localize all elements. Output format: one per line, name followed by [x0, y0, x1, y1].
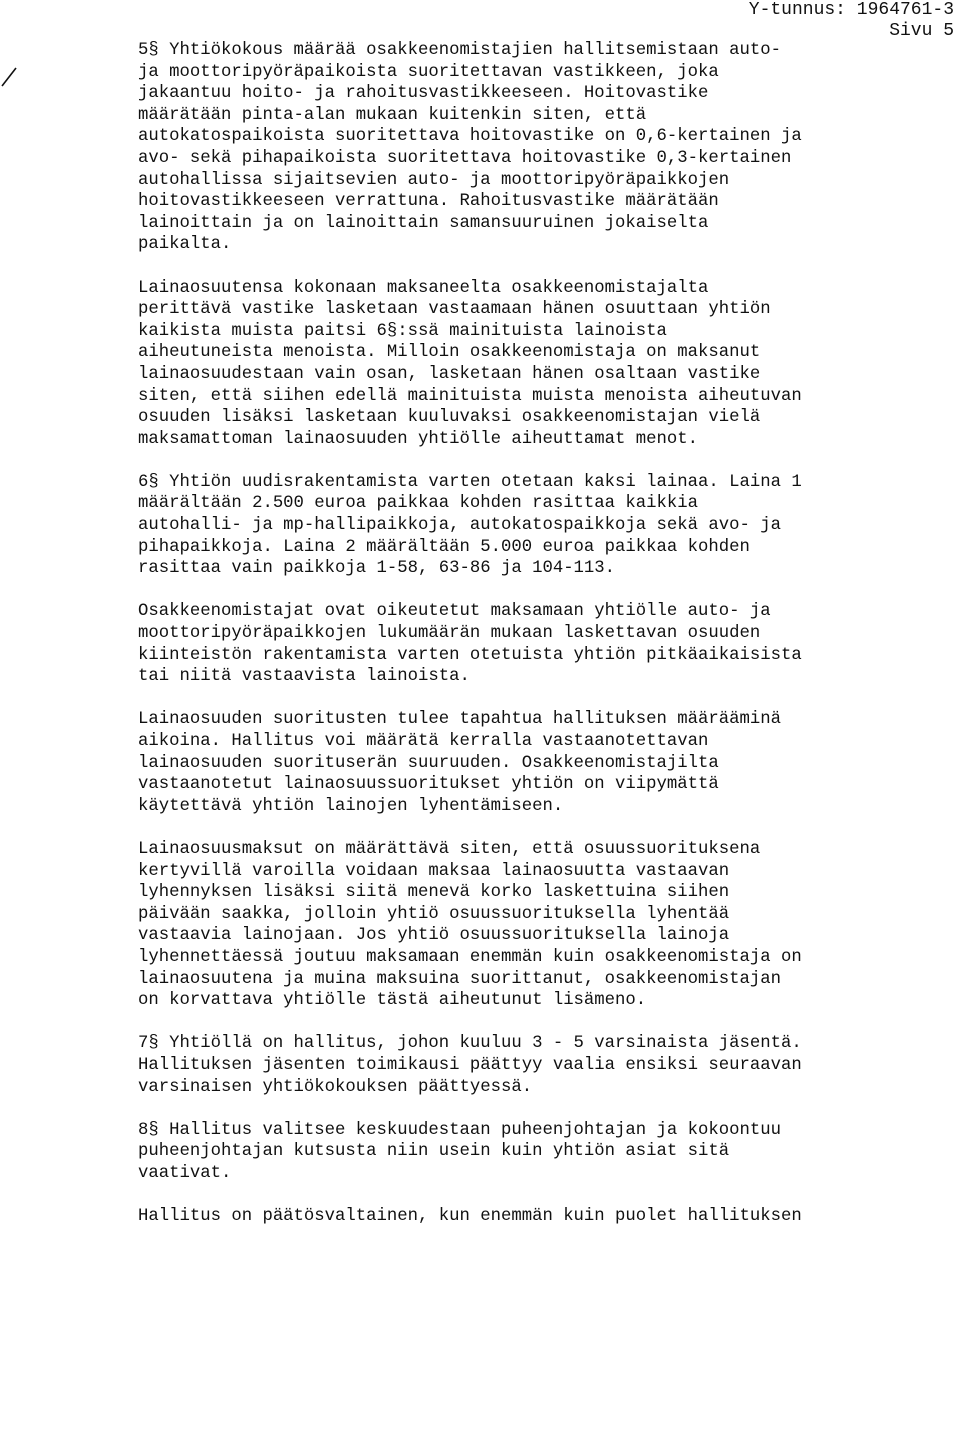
page-number: Sivu 5: [889, 21, 954, 41]
text-line: lainaosuuden suorituserän suuruuden. Osakkeenomistajilta: [138, 753, 719, 773]
text-line: pihapaikkoja. Laina 2 määrältään 5.000 euroa paikkaa kohden: [138, 537, 750, 557]
text-line: kiinteistön rakentamista varten otetuista yhtiön pitkäaikaisista: [138, 645, 802, 665]
text-line: autohallissa sijaitsevien auto- ja moottoripyöräpaikkojen: [138, 170, 730, 190]
text-line: 7§ Yhtiöllä on hallitus, johon kuuluu 3 - 5 varsinaista jäsentä.: [138, 1034, 802, 1054]
text-line: Osakkeenomistajat ovat oikeutetut maksamaan yhtiölle auto- ja: [138, 602, 771, 622]
text-line: siten, että siihen edellä mainituista muista menoista aiheutuvan: [138, 386, 802, 406]
text-line: jakaantuu hoito- ja rahoitusvastikkeeseen. Hoitovastike: [138, 84, 709, 104]
text-line: Lainaosuutensa kokonaan maksaneelta osakkeenomistajalta: [138, 278, 709, 298]
document-body: [138, 40, 960, 1249]
text-line: ja moottoripyöräpaikoista suoritettavan vastikkeen, joka: [138, 62, 719, 82]
text-line: 5§ Yhtiökokous määrää osakkeenomistajien hallitsemistaan auto-: [138, 41, 781, 60]
business-id: Y-tunnus: 1964761-3: [748, 0, 954, 20]
paragraph: [138, 601, 960, 687]
paragraph: [138, 472, 960, 580]
margin-slash-mark: [0, 66, 18, 88]
text-line: osuuden lisäksi lasketaan kuuluvaksi osakkeenomistajan vielä: [138, 408, 761, 428]
text-line: autokatospaikoista suoritettava hoitovastike on 0,6-kertainen ja: [138, 127, 802, 147]
text-line: vaativat.: [138, 1163, 232, 1183]
paragraph: [138, 40, 960, 256]
paragraph: [138, 278, 960, 451]
text-line: puheenjohtajan kutsusta niin usein kuin yhtiön asiat sitä: [138, 1142, 730, 1162]
text-line: määrältään 2.500 euroa paikkaa kohden rasittaa kaikkia: [138, 494, 699, 514]
paragraph: [138, 709, 960, 817]
text-line: on korvattava yhtiölle tästä aiheutunut lisämeno.: [138, 991, 647, 1011]
text-line: kaikista muista paitsi 6§:ssä mainituista lainoista: [138, 321, 667, 341]
text-line: määrätään pinta-alan mukaan kuitenkin siten, että: [138, 105, 647, 125]
text-line: perittävä vastike lasketaan vastaamaan hänen osuuttaan yhtiön: [138, 300, 771, 320]
text-line: paikalta.: [138, 235, 232, 255]
text-line: maksamattoman lainaosuuden yhtiölle aiheuttamat menot.: [138, 429, 699, 449]
text-line: vastaavia lainojaan. Jos yhtiö osuussuorituksella lainoja: [138, 926, 730, 946]
paragraph: [138, 1206, 960, 1228]
text-line: Lainaosuusmaksut on määrättävä siten, että osuussuorituksena: [138, 839, 761, 859]
text-line: Hallitus on päätösvaltainen, kun enemmän kuin puolet hallituksen: [138, 1207, 802, 1227]
text-line: lainoittain ja on lainoittain samansuuruinen jokaiselta: [138, 213, 709, 233]
text-line: Lainaosuuden suoritusten tulee tapahtua hallituksen määrääminä: [138, 710, 781, 730]
text-line: tai niitä vastaavista lainoista.: [138, 667, 470, 687]
text-line: 6§ Yhtiön uudisrakentamista varten otetaan kaksi lainaa. Laina 1: [138, 472, 802, 492]
text-line: päivään saakka, jolloin yhtiö osuussuorituksella lyhentää: [138, 904, 730, 924]
text-line: moottoripyöräpaikkojen lukumäärän mukaan laskettavan osuuden: [138, 624, 761, 644]
paragraph: [138, 1033, 960, 1098]
text-line: hoitovastikkeeseen verrattuna. Rahoitusvastike määrätään: [138, 192, 719, 212]
text-line: avo- sekä pihapaikoista suoritettava hoitovastike 0,3-kertainen: [138, 148, 792, 168]
text-line: lainaosuutena ja muina maksuina suorittanut, osakkeenomistajan: [138, 969, 781, 989]
text-line: 8§ Hallitus valitsee keskuudestaan puheenjohtajan ja kokoontuu: [138, 1120, 781, 1140]
text-line: lyhennettäessä joutuu maksamaan enemmän kuin osakkeenomistaja on: [138, 947, 802, 967]
text-line: autohalli- ja mp-hallipaikkoja, autokatospaikkoja sekä avo- ja: [138, 516, 781, 536]
text-line: Hallituksen jäsenten toimikausi päättyy vaalia ensiksi seuraavan: [138, 1055, 802, 1075]
paragraph: [138, 839, 960, 1012]
text-line: varsinaisen yhtiökokouksen päättyessä.: [138, 1077, 533, 1097]
text-line: rasittaa vain paikkoja 1-58, 63-86 ja 104-113.: [138, 559, 616, 579]
text-line: lainaosuudestaan vain osan, lasketaan hänen osaltaan vastike: [138, 364, 761, 384]
text-line: aikoina. Hallitus voi määrätä kerralla vastaanotettavan: [138, 732, 709, 751]
text-line: vastaanotetut lainaosuussuoritukset yhtiön on viipymättä: [138, 775, 719, 795]
text-line: aiheutuneista menoista. Milloin osakkeenomistaja on maksanut: [138, 343, 761, 363]
text-line: lyhennyksen lisäksi siitä menevä korko laskettuina siihen: [138, 883, 730, 903]
text-line: kertyvillä varoilla voidaan maksaa lainaosuutta vastaavan: [138, 861, 730, 881]
text-line: käytettävä yhtiön lainojen lyhentämiseen.: [138, 796, 564, 816]
paragraph: [138, 1120, 960, 1185]
page-header: [749, 0, 954, 42]
